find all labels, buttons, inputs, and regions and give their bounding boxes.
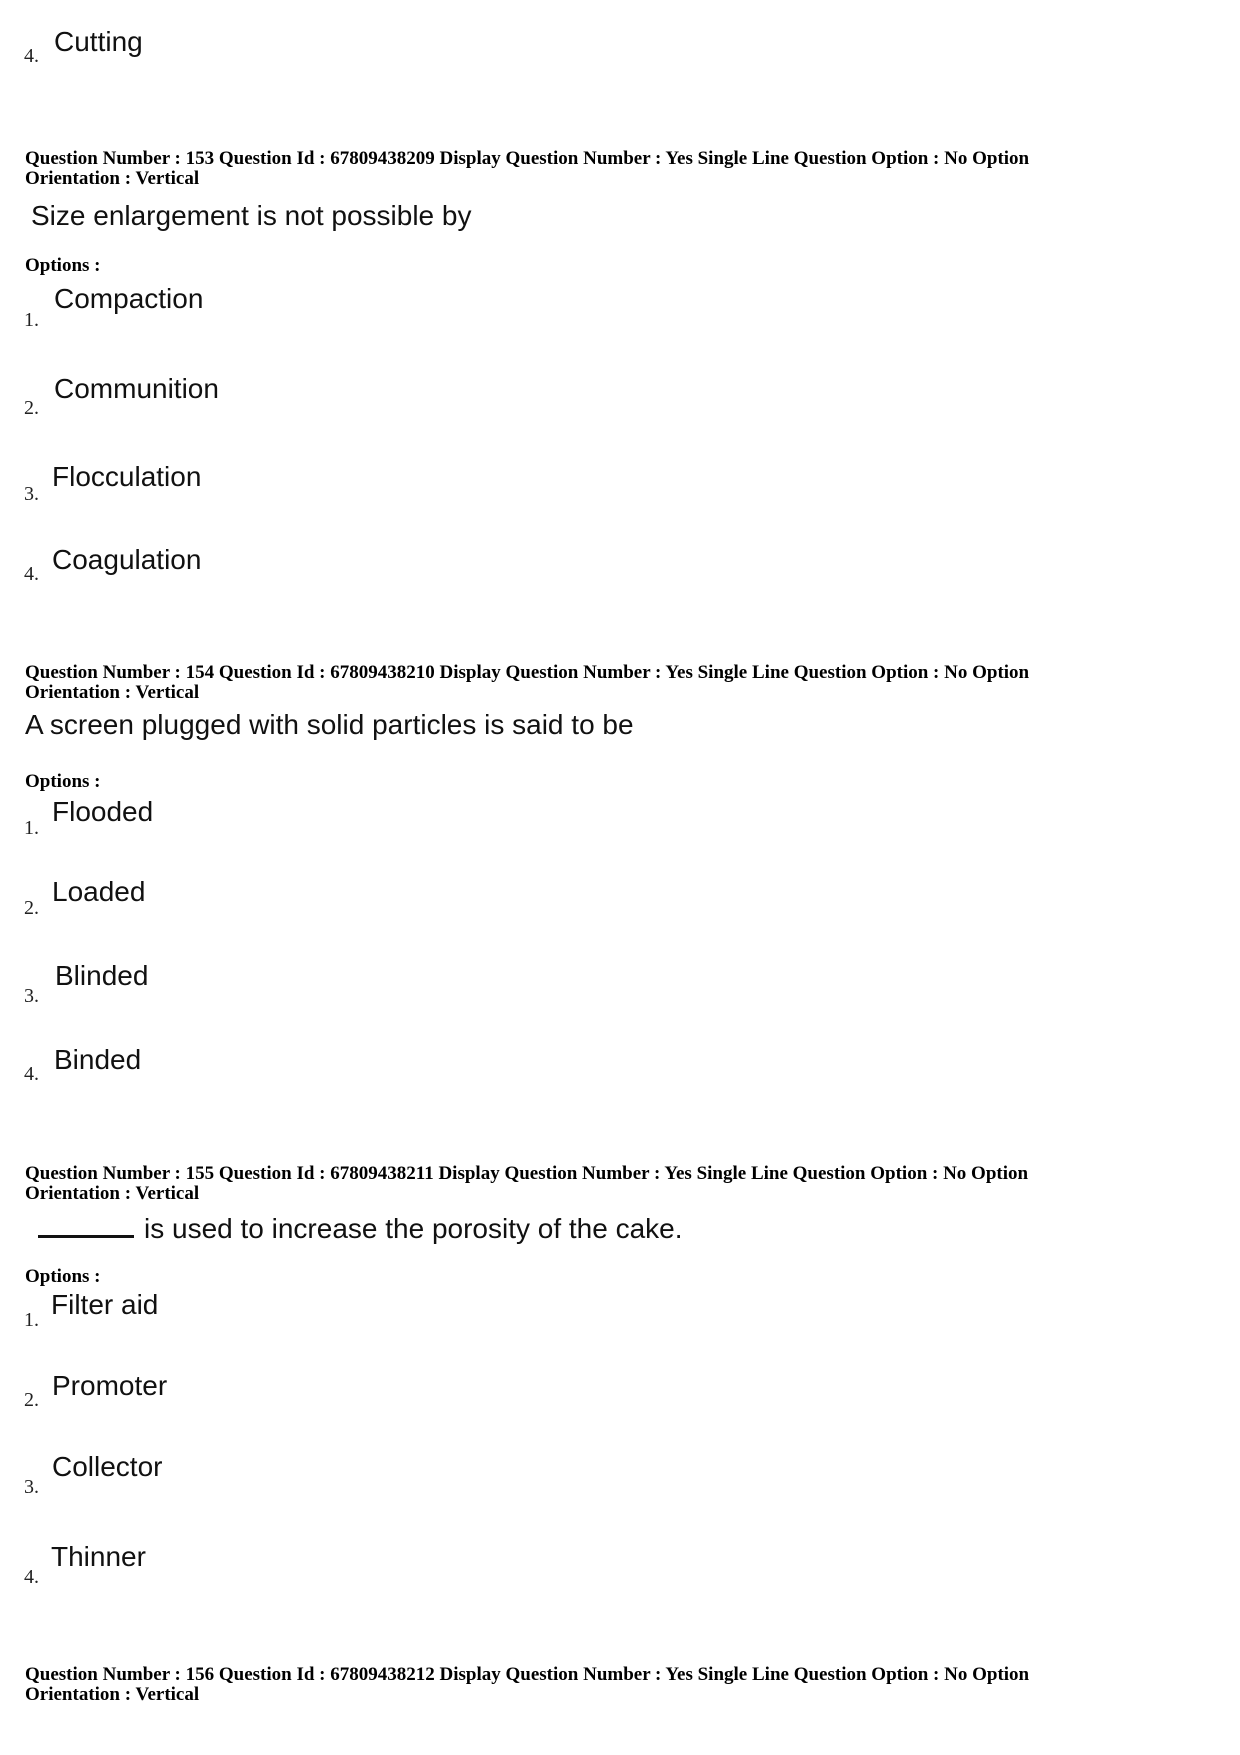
options-label: Options : — [25, 771, 101, 792]
option-text: Promoter — [52, 1370, 168, 1401]
question-meta-line1: Question Number : 155 Question Id : 67809438211 Display Question Number : Yes Single Line Question Option : No Option — [25, 1163, 1029, 1184]
question-meta-line1: Question Number : 154 Question Id : 67809438210 Display Question Number : Yes Single Line Question Option : No Option — [25, 662, 1030, 683]
option-text: Loaded — [52, 876, 146, 907]
question-text: Size enlargement is not possible by — [31, 200, 472, 231]
options-label: Options : — [25, 255, 101, 276]
option-text: Communition — [54, 373, 219, 404]
question-meta-line1: Question Number : 156 Question Id : 67809438212 Display Question Number : Yes Single Line Question Option : No Option — [25, 1664, 1030, 1685]
option-text: Flooded — [52, 796, 154, 827]
option-number: 1. — [24, 309, 39, 331]
question-meta-line2: Orientation : Vertical — [25, 1183, 200, 1204]
option-text: Coagulation — [52, 544, 202, 575]
option-number: 1. — [24, 817, 39, 839]
option-number: 3. — [24, 985, 39, 1007]
option-number: 2. — [24, 1389, 39, 1411]
option-text: Flocculation — [52, 461, 202, 492]
option-number: 4. — [24, 1063, 39, 1085]
option-number: 2. — [24, 397, 39, 419]
question-text-row — [38, 1211, 683, 1245]
option-text: Compaction — [54, 283, 204, 314]
option-text: Binded — [54, 1044, 142, 1075]
question-text: is used to increase the porosity of the cake. — [144, 1213, 683, 1244]
option-number: 2. — [24, 897, 39, 919]
question-meta-line2: Orientation : Vertical — [25, 1684, 200, 1705]
option-number: 1. — [24, 1309, 39, 1331]
question-text: A screen plugged with solid particles is said to be — [25, 709, 634, 740]
question-meta — [25, 1665, 1220, 1705]
question-meta — [25, 149, 1220, 189]
question-meta-line1: Question Number : 153 Question Id : 67809438209 Display Question Number : Yes Single Line Question Option : No Option — [25, 148, 1030, 169]
question-meta-line2: Orientation : Vertical — [25, 682, 200, 703]
option-text: Blinded — [55, 960, 149, 991]
options-label: Options : — [25, 1266, 101, 1287]
question-meta — [25, 1164, 1220, 1204]
option-text: Collector — [52, 1451, 163, 1482]
fill-in-blank-line — [38, 1211, 134, 1238]
option-number: 3. — [24, 1476, 39, 1498]
question-meta-line2: Orientation : Vertical — [25, 168, 200, 189]
option-number: 4. — [24, 563, 39, 585]
option-text: Thinner — [51, 1541, 146, 1572]
option-text: Cutting — [54, 26, 143, 57]
question-meta — [25, 663, 1220, 703]
option-number: 4. — [24, 45, 39, 67]
option-number: 3. — [24, 483, 39, 505]
option-number: 4. — [24, 1566, 39, 1588]
option-text: Filter aid — [51, 1289, 159, 1320]
